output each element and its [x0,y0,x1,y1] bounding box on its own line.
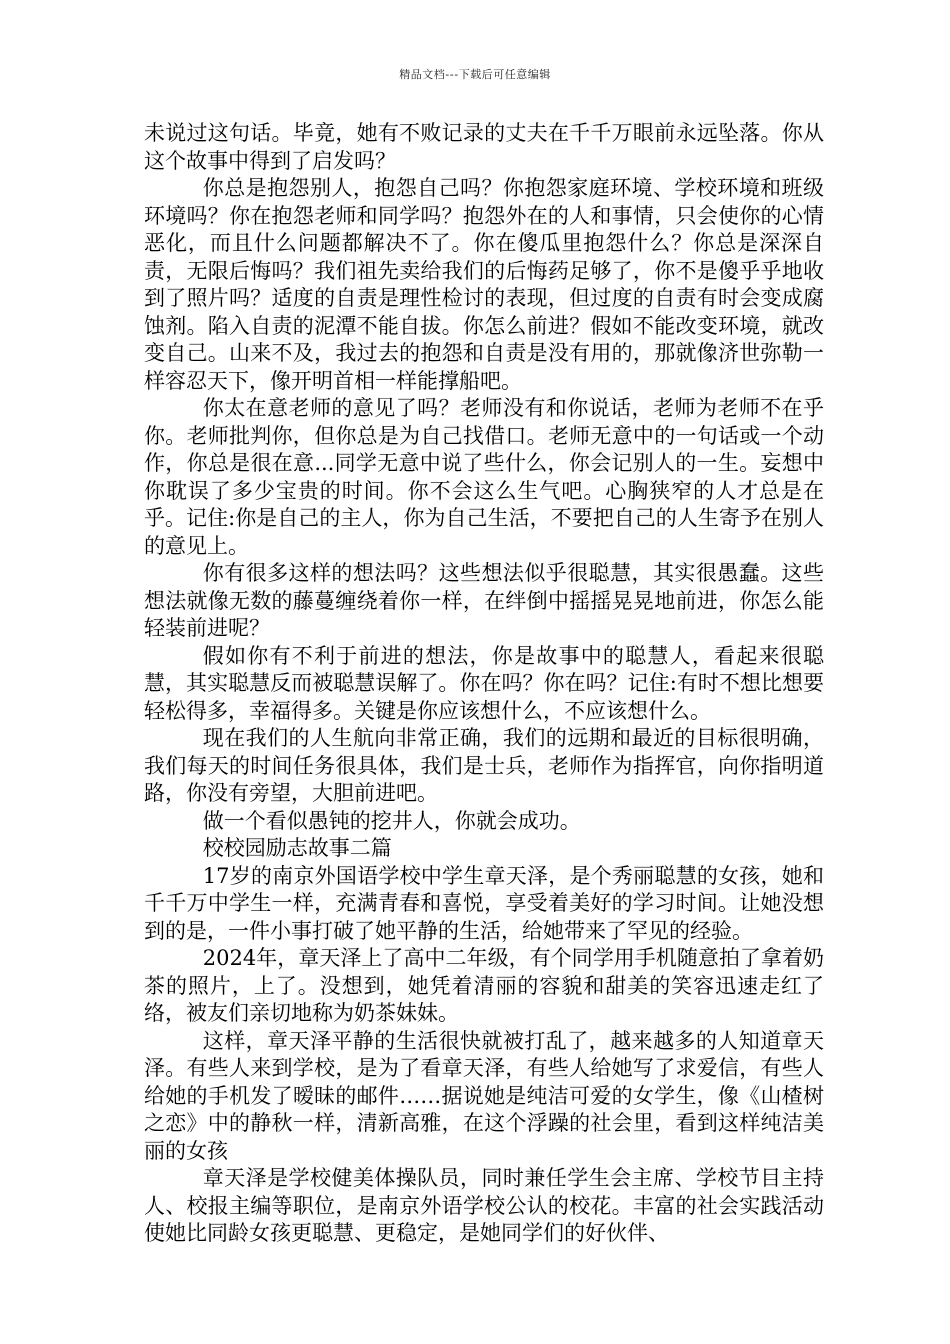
paragraph-3: 你太在意老师的意见了吗？老师没有和你说话，老师为老师不在乎你。老师批判你，但你总是为自己找借口。老师无意中的一句话或一个动作，你总是很在意...同学无意中说了些什么，你会记别人的一生。妄想中你耽误了多少宝贵的时间。你不会这么生气吧。心胸狭窄的人才总是在乎。记住:你是自己的主人，你为自己生活，不要把自己的人生寄予在别人的意见上。 [144,396,824,558]
page-header: 精品文档---下载后可任意编辑 [399,68,551,81]
document-body [144,120,824,1248]
paragraph-2: 你总是抱怨别人，抱怨自己吗？你抱怨家庭环境、学校环境和班级环境吗？你在抱怨老师和同学吗？抱怨外在的人和事情，只会使你的心情恶化，而且什么问题都解决不了。你在傻瓜里抱怨什么？你总是深深自责，无限后悔吗？我们祖先卖给我们的后悔药足够了，你不是傻乎乎地收到了照片吗？适度的自责是理性检讨的表现，但过度的自责有时会变成腐蚀剂。陷入自责的泥潭不能自拔。你怎么前进？假如不能改变环境，就改变自己。山来不及，我过去的抱怨和自责是没有用的，那就像济世弥勒一样容忍天下，像开明首相一样能撑船吧。 [144,176,824,393]
paragraph-9: 17岁的南京外国语学校中学生章天泽，是个秀丽聪慧的女孩，她和千千万中学生一样，充满青春和喜悦，享受着美好的学习时间。让她没想到的是，一件小事打破了她平静的生活，给她带来了罕见的经验。 [144,863,824,943]
paragraph-7: 做一个看似愚钝的挖井人，你就会成功。 [202,808,581,833]
paragraph-6: 现在我们的人生航向非常正确，我们的远期和最近的目标很明确，我们每天的时间任务很具体，我们是士兵，老师作为指挥官，向你指明道路，你没有旁望，大胆前进吧。 [144,726,824,805]
paragraph-12: 章天泽是学校健美体操队员，同时兼任学生会主席、学校节目主持人、校报主编等职位，是南京外语学校公认的校花。丰富的社会实践活动使她比同龄女孩更聪慧、更稳定，是她同学们的好伙伴、 [144,1166,824,1245]
paragraph-5: 假如你有不利于前进的想法，你是故事中的聪慧人，看起来很聪慧，其实聪慧反而被聪慧误解了。你在吗？你在吗？记住:有时不想比想要轻松得多，幸福得多。关键是你应该想什么，不应该想什么。 [144,643,824,723]
paragraph-11: 这样，章天泽平静的生活很快就被打乱了，越来越多的人知道章天泽。有些人来到学校，是为了看章天泽，有些人给她写了求爱信，有些人给她的手机发了暧昧的邮件……据说她是纯洁可爱的女学生，像《山楂树之恋》中的静秋一样，清新高雅，在这个浮躁的社会里，看到这样纯洁美丽的女孩 [144,1028,824,1163]
section-title: 校校园励志故事二篇 [202,836,392,860]
paragraph-10: 2024年，章天泽上了高中二年级，有个同学用手机随意拍了拿着奶茶的照片，上了。没想到，她凭着清丽的容貌和甜美的笑容迅速走红了络，被友们亲切地称为奶茶妹妹。 [144,946,824,1025]
paragraph-1: 未说过这句话。毕竟，她有不败记录的丈夫在千千万眼前永远坠落。你从这个故事中得到了启发吗？ [144,121,824,173]
paragraph-4: 你有很多这样的想法吗？这些想法似乎很聪慧，其实很愚蠢。这些想法就像无数的藤蔓缠绕着你一样，在绊倒中摇摇晃晃地前进，你怎么能轻装前进呢？ [144,561,824,640]
